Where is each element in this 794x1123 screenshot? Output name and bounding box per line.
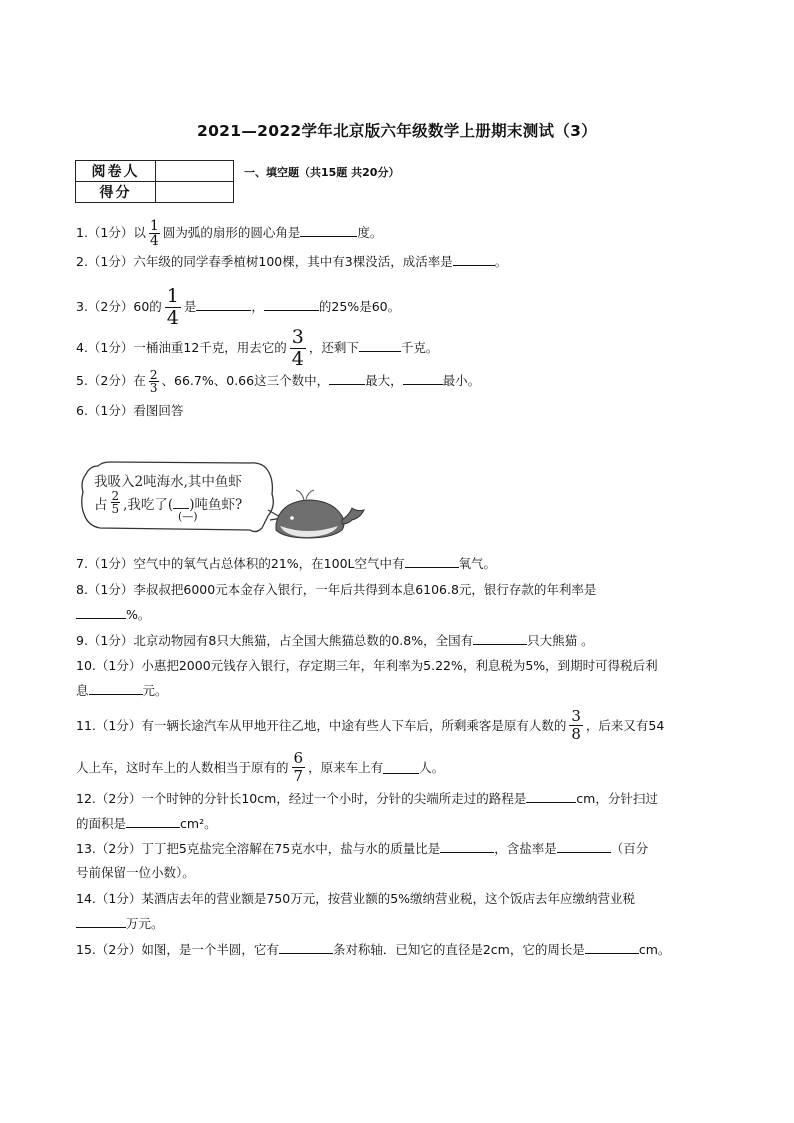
answer-blank[interactable] [403, 372, 443, 385]
answer-blank[interactable] [264, 298, 319, 311]
answer-blank[interactable] [453, 253, 495, 266]
whale-icon [276, 490, 364, 538]
question-13-line-2: 号前保留一位小数）。 [76, 865, 195, 880]
question-2: 2.（1分）六年级的同学春季植树100棵，其中有3棵没活，成活率是 。 [76, 254, 508, 269]
question-12-line-2: 的面积是 cm²。 [76, 816, 217, 831]
fraction: $\frac{6}{7}$ [293, 749, 304, 785]
answer-blank[interactable] [383, 761, 419, 774]
question-10-line-2: 息 元。 [76, 683, 168, 698]
question-7: 7.（1分）空气中的氧气占总体积的21%，在100L空气中有 氧气。 [76, 556, 497, 571]
question-9: 9.（1分）北京动物园有8只大熊猫，占全国大熊猫总数的0.8%，全国有 只大熊猫 。 [76, 633, 594, 648]
score-label: 得分 [76, 182, 156, 203]
question-12: 12.（2分）一个时钟的分针长10cm，经过一个小时，分针的尖端所走过的路程是 cm，分针扫过 [76, 791, 658, 806]
question-8: 8.（1分）李叔叔把6000元本金存入银行，一年后共得到本息6106.8元，银行存款的年利率是 [76, 582, 597, 597]
whale-cartoon [80, 458, 370, 540]
score-field[interactable] [156, 182, 234, 203]
fraction: $\frac{3}{4}$ [291, 326, 304, 370]
answer-blank[interactable] [279, 941, 333, 954]
bubble-line-2: 占 $\frac{2}{5}$ ,我吃了( )吨鱼虾? [94, 489, 243, 516]
answer-blank[interactable] [359, 339, 401, 352]
grader-label: 阅卷人 [76, 161, 156, 182]
answer-blank[interactable] [76, 915, 126, 928]
question-3: 3.（2分）60的 $\frac{1}{4}$ 是 ， 的25%是60。 [76, 285, 401, 329]
section-title: 一、填空题（共15题 共20分） [244, 166, 400, 179]
fraction: $\frac{1}{4}$ [166, 285, 179, 329]
fraction: $\frac{2}{3}$ [149, 368, 158, 395]
answer-blank[interactable] [196, 298, 251, 311]
question-11: 11.（1分）有一辆长途汽车从甲地开往乙地，中途有些人下车后，所剩乘客是原有人数的 $\frac{3}{8}$ ，后来又有54 [76, 707, 665, 743]
question-11-line-2: 人上车，这时车上的人数相当于原有的 $\frac{6}{7}$ ，原来车上有 人。 [76, 749, 445, 785]
fraction: $\frac{1}{4}$ [149, 218, 159, 249]
answer-blank[interactable] [76, 606, 126, 619]
answer-blank[interactable] [405, 555, 459, 568]
question-13: 13.（2分）丁丁把5克盐完全溶解在75克水中，盐与水的质量比是 ，含盐率是 （百分 [76, 841, 649, 856]
answer-blank[interactable] [300, 224, 357, 237]
question-15: 15.（2分）如图，是一个半圆，它有 条对称轴．已知它的直径是2cm，它的周长是 cm。 [76, 942, 671, 957]
answer-blank[interactable] [329, 372, 365, 385]
question-14: 14.（1分）某酒店去年的营业额是750万元，按营业额的5%缴纳营业税，这个饭店去年应缴纳营业税 [76, 891, 636, 906]
question-10: 10.（1分）小惠把2000元钱存入银行，存定期三年，年利率为5.22%，利息税为5%，到期时可得税后利 [76, 658, 658, 673]
page-title: 2021—2022学年北京版六年级数学上册期末测试（3） [197, 122, 597, 140]
score-table [75, 160, 234, 203]
answer-blank[interactable] [89, 682, 143, 695]
question-6: 6.（1分）看图回答 [76, 403, 184, 418]
answer-blank[interactable] [557, 840, 611, 853]
question-4: 4.（1分）一桶油重12千克，用去它的 $\frac{3}{4}$ ，还剩下 千克。 [76, 326, 439, 370]
answer-blank[interactable] [585, 941, 639, 954]
answer-blank[interactable] [440, 840, 494, 853]
question-5: 5.（2分）在 $\frac{2}{3}$ 、66.7%、0.66这三个数中， 最大， 最小。 [76, 368, 481, 395]
question-14-line-2: 万元。 [76, 915, 164, 933]
answer-blank[interactable] [126, 815, 180, 828]
bubble-line-1: 我吸入2吨海水,其中鱼虾 [94, 474, 242, 490]
bubble-line-3: (—) [178, 510, 198, 523]
answer-blank[interactable] [526, 790, 576, 803]
grader-field[interactable] [156, 161, 234, 182]
question-8-line-2: %。 [76, 606, 150, 624]
question-1: 1.（1分）以 $\frac{1}{4}$ 圆为弧的扇形的圆心角是 度。 [76, 218, 383, 249]
answer-blank[interactable] [473, 632, 527, 645]
fraction: $\frac{3}{8}$ [571, 707, 581, 743]
